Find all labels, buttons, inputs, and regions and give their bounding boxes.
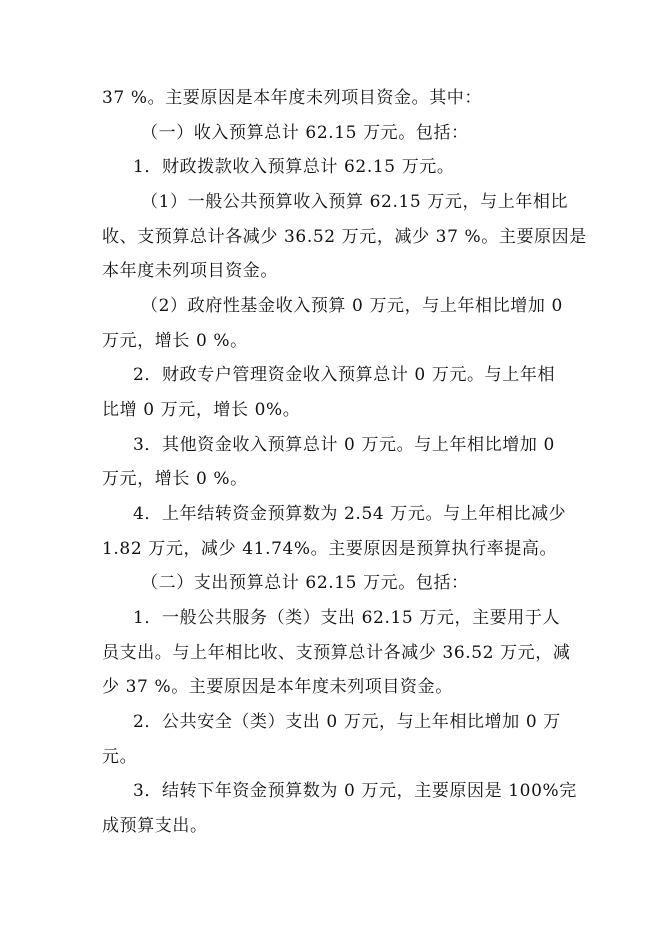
text-line: 少 37 %。主要原因是本年度未列项目资金。 bbox=[102, 677, 453, 697]
text-line: 3．结转下年资金预算数为 0 万元，主要原因是 100%完 bbox=[133, 781, 577, 801]
text-line: 收、支预算总计各减少 36.52 万元，减少 37 %。主要原因是 bbox=[102, 227, 587, 247]
text-line: 4．上年结转资金预算数为 2.54 万元。与上年相比减少 bbox=[133, 504, 567, 524]
text-line: 1.82 万元，减少 41.74%。主要原因是预算执行率提高。 bbox=[102, 539, 558, 559]
text-line: 本年度未列项目资金。 bbox=[102, 261, 278, 281]
section-heading-income: （一）收入预算总计 62.15 万元。包括： bbox=[141, 123, 469, 143]
text-line: 37 %。主要原因是本年度未列项目资金。其中： bbox=[102, 88, 482, 108]
text-line: 万元，增长 0 %。 bbox=[102, 469, 248, 489]
section-heading-expense: （二）支出预算总计 62.15 万元。包括： bbox=[141, 573, 469, 593]
text-line: 万元，增长 0 %。 bbox=[102, 331, 248, 351]
text-line: 1．一般公共服务（类）支出 62.15 万元，主要用于人 bbox=[133, 608, 561, 628]
text-line: 2．财政专户管理资金收入预算总计 0 万元。与上年相 bbox=[133, 365, 556, 385]
text-line: （1）一般公共预算收入预算 62.15 万元，与上年相比 bbox=[141, 192, 569, 212]
text-line: 元。 bbox=[102, 747, 138, 767]
text-line: 比增 0 万元，增长 0%。 bbox=[102, 400, 301, 420]
text-line: 1．财政拨款收入预算总计 62.15 万元。 bbox=[133, 157, 455, 177]
text-line: 3．其他资金收入预算总计 0 万元。与上年相比增加 0 bbox=[133, 435, 555, 455]
text-line: 成预算支出。 bbox=[102, 816, 208, 836]
text-line: 2．公共安全（类）支出 0 万元，与上年相比增加 0 万 bbox=[133, 712, 561, 732]
text-line: （2）政府性基金收入预算 0 万元，与上年相比增加 0 bbox=[141, 296, 563, 316]
text-line: 员支出。与上年相比收、支预算总计各减少 36.52 万元，减 bbox=[102, 643, 571, 663]
